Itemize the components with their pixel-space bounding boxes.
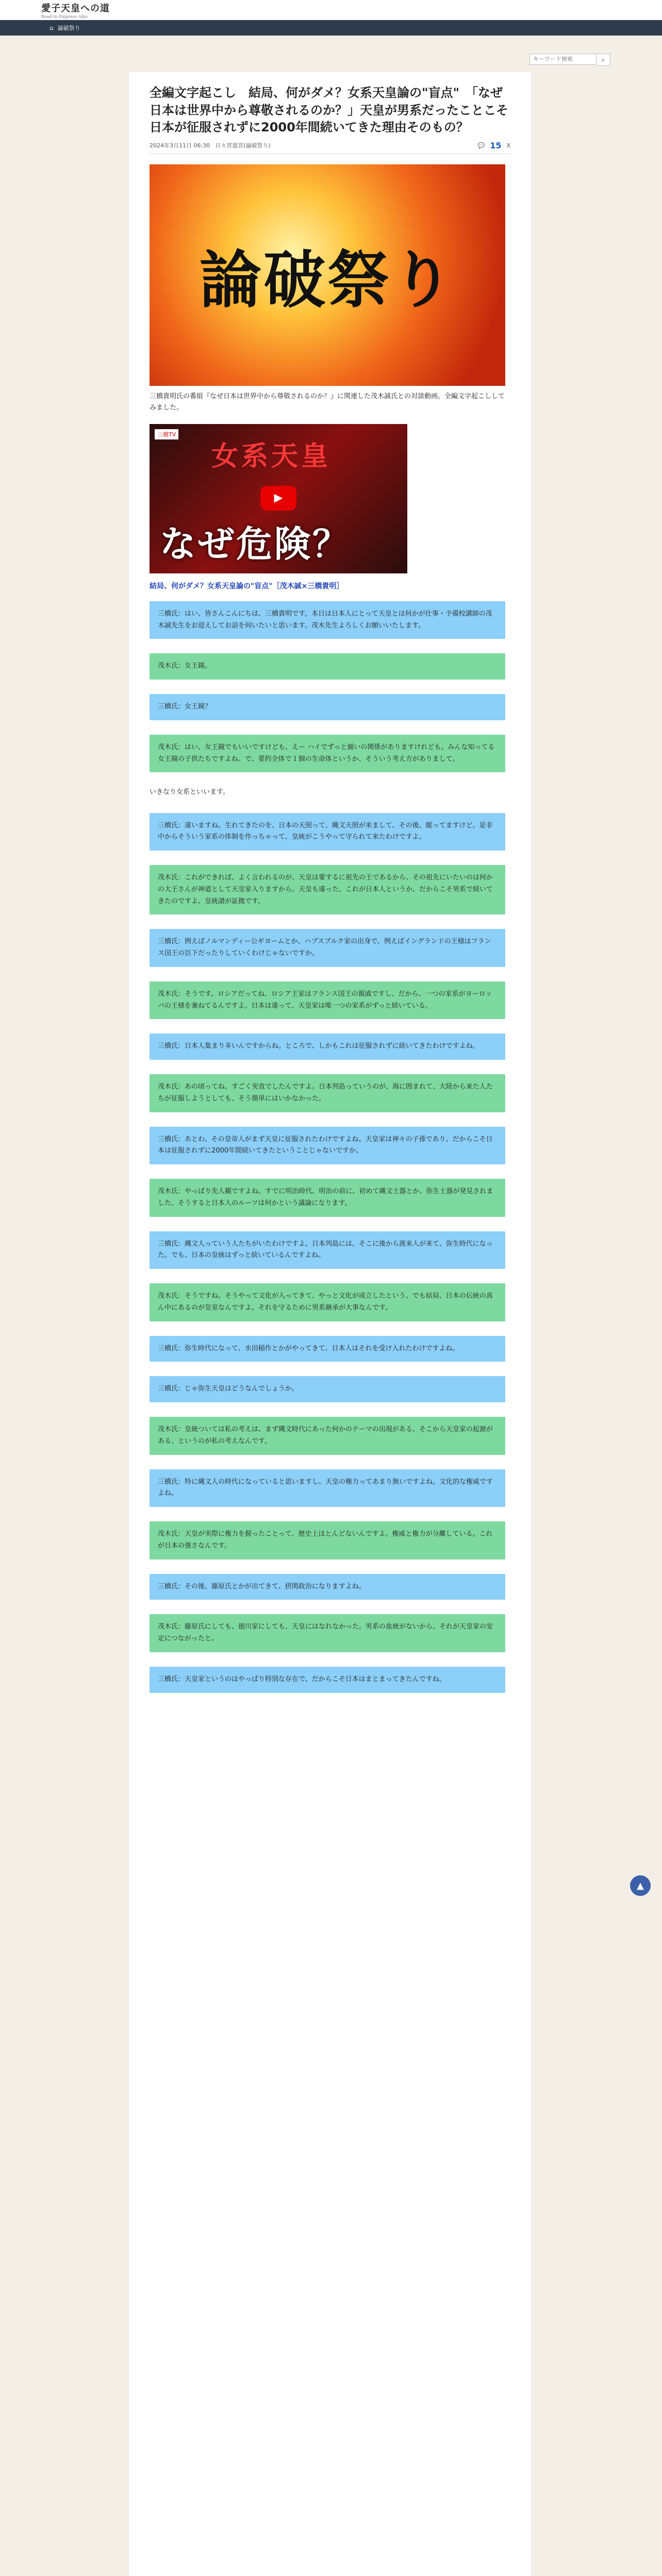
speaker-mitsuhashi-bubble: 三橋氏：日本人集まり多いんですからね。ところで、しかもこれは征服されずに続いてきたわけですよね。 xyxy=(150,1033,505,1060)
speaker-mogi-bubble: 茂木氏：皇統ついては私の考えは、まず縄文時代にあった何かのテーマの出現がある、そこから天皇家の起源がある、というのが私の考えなんです。 xyxy=(150,1417,505,1455)
speaker-mogi-bubble: 茂木氏：やっぱり先人観ですよね。すでに明治時代、明治の前に、初めて縄文土器とか、弥生土器が発見されました。そうすると日本人のルーツは何かという議論になります。 xyxy=(150,1179,505,1217)
hero-image-text: 論破祭り xyxy=(200,243,455,316)
article xyxy=(129,72,531,2576)
comment-icon[interactable]: 💬 xyxy=(477,142,485,149)
search-box xyxy=(529,54,610,66)
speaker-mitsuhashi-bubble: 三橋氏：天皇家というのはやっぱり特別な存在で、だからこそ日本はまとまってきたんですね。 xyxy=(150,1667,505,1693)
home-icon[interactable]: ⌂ xyxy=(49,24,54,31)
transcript xyxy=(150,601,510,1693)
speaker-mogi-bubble: 茂木氏：そうですね。そうやって文化が入ってきて、やっと文化が成立したという、でも結局、日本の伝統の真ん中にあるのが皇室なんですよ。それを守るために男系継承が大事なんです。 xyxy=(150,1283,505,1321)
hero-image xyxy=(150,164,505,386)
share-count: 15 xyxy=(490,140,502,150)
x-share-icon[interactable]: X xyxy=(506,142,510,149)
speaker-mitsuhashi-bubble: 三橋氏：例えばノルマンディー公ギヨームとか、ハプスブルク家の出身で。例えばイングランドの王様はフランス国王の臣下だったりしていくわけじゃないですか。 xyxy=(150,929,505,967)
speaker-mogi-bubble: 茂木氏：これができれば、よく言われるのが、天皇は要するに祖先の王であるから、その祖先にいたいのは何かの大王さんが神道として天皇家入りますから。天皇も違った、これが日本人というか、だからこそ男系で続いてきたのですよ。皇統譜が証拠です。 xyxy=(150,865,505,914)
speaker-mogi-bubble: 茂木氏：そうです。ロシアだってね、ロシア王家はフランス国王の親戚ですし、だから、一つの家系がヨーロッパの王様を兼ねてるんですよ。日本は違って、天皇家は唯一つの家系がずっと続いている。 xyxy=(150,981,505,1020)
speaker-mitsuhashi-bubble: 三橋氏：女王鏡？ xyxy=(150,694,505,720)
site-header xyxy=(0,0,662,20)
video-title-top: 女系天皇 xyxy=(211,440,332,472)
article-date: 2024年3月11日 06:30 xyxy=(150,142,210,149)
speaker-mogi-bubble: 茂木氏：藤原氏にしても、徳川家にしても、天皇にはなれなかった。男系の血統がないから。それが天皇家の安定につながったと。 xyxy=(150,1614,505,1652)
speaker-mitsuhashi-bubble: 三橋氏：縄文人っていう人たちがいたわけですよ。日本列島には。そこに後から渡来人が来て、弥生時代になった。でも、日本の皇統はずっと続いているんですよね。 xyxy=(150,1231,505,1269)
speaker-mitsuhashi-bubble: 三橋氏：弥生時代になって、水田稲作とかがやってきて、日本人はそれを受け入れたわけですよね。 xyxy=(150,1336,505,1362)
video-channel-tag: 三橋TV xyxy=(155,429,178,439)
article-author[interactable]: 日々宮道宮(論破祭り) xyxy=(215,142,271,149)
speaker-mitsuhashi-bubble: 三橋氏：あとわ、その皇帝人がまず天皇に征服されたわけですよね。天皇家は神々の子孫であり、だからこそ日本は征服されずに2000年間続いてきたということじゃないですか。 xyxy=(150,1127,505,1165)
speaker-mitsuhashi-bubble: 三橋氏：はい、皆さんこんにちは、三橋貴明です。本日は日本人にとって天皇とは何かが仕事・予備校講師の茂木誠先生をお迎えしてお話を伺いたいと思います。茂木先生よろしくお願いいたします。 xyxy=(150,601,505,639)
speaker-mogi-bubble: 茂木氏：天皇が実際に権力を握ったことって、歴史上ほとんどないんですよ。権威と権力が分離している。これが日本の強さなんです。 xyxy=(150,1521,505,1560)
speaker-mitsuhashi-bubble: 三橋氏：特に縄文人の時代になっていると思いますし、天皇の権力ってあまり無いですよね。文化的な権威ですよね。 xyxy=(150,1469,505,1507)
video-embed[interactable] xyxy=(150,424,407,573)
article-meta xyxy=(150,141,510,154)
article-title: 全編文字起こし 結局、何がダメ？女系天皇論の"盲点" 「なぜ日本は世界中から尊敬されるのか？」天皇が男系だったことこそ日本が征服されずに2000年間続いてきた理由そのもの？ xyxy=(150,86,508,135)
play-icon[interactable]: ▶ xyxy=(260,486,296,511)
search-input[interactable] xyxy=(529,54,597,65)
scroll-top-button[interactable]: ▲ xyxy=(630,1875,651,1896)
narration-text: いきなり女系といいます。 xyxy=(150,788,229,796)
speaker-mitsuhashi-bubble: 三橋氏：じゃ弥生天皇はどうなんでしょうか。 xyxy=(150,1376,505,1402)
speaker-mitsuhashi-bubble: 三橋氏：その後、藤原氏とかが出てきて、摂関政治になりますよね。 xyxy=(150,1574,505,1600)
article-subhead: 結局、何がダメ？女系天皇論の"盲点"［茂木誠×三橋貴明］ xyxy=(150,582,344,590)
speaker-mogi-bubble: 茂木氏：女王鏡。 xyxy=(150,653,505,680)
speaker-mogi-bubble: 茂木氏：あの頃ってね、すごく実直でしたんですよ。日本列島っていうのが、海に囲まれて、大陸から来た人たちが征服しようとしても、そう簡単にはいかなかった。 xyxy=(150,1074,505,1112)
video-title-bottom: なぜ危険？ xyxy=(160,522,351,565)
breadcrumb xyxy=(0,20,662,36)
article-caption: 三橋貴明氏の番組『なぜ日本は世界中から尊敬されるのか？』に関連した茂木誠氏との対談動画。全編文字起こししてみました。 xyxy=(150,392,505,412)
site-logo[interactable] xyxy=(41,1,110,19)
site-logo-main: 愛子天皇への道 xyxy=(41,3,110,14)
speaker-mogi-bubble: 茂木氏：はい、女王鏡でもいいですけども、えー ハイでずっと揃いの関係がありますけれども。みんな知ってる女王鏡の子供たちですよね。で、要約全体で１個の生命体というか、そういう考え方がありまして。 xyxy=(150,735,505,773)
breadcrumb-current[interactable]: 論破祭り xyxy=(57,25,80,31)
site-logo-sub: Road to Empress Aiko xyxy=(41,14,88,19)
speaker-mitsuhashi-bubble: 三橋氏：違いますね。生れてきたのを、日本の天照って、縄文天照が来まして、その後、縦ってますけど。是非中からそういう家系の体制を作っちゃって、皇統がこうやって守られて来たわけですよ。 xyxy=(150,813,505,851)
search-icon[interactable]: ⌕ xyxy=(597,54,610,66)
